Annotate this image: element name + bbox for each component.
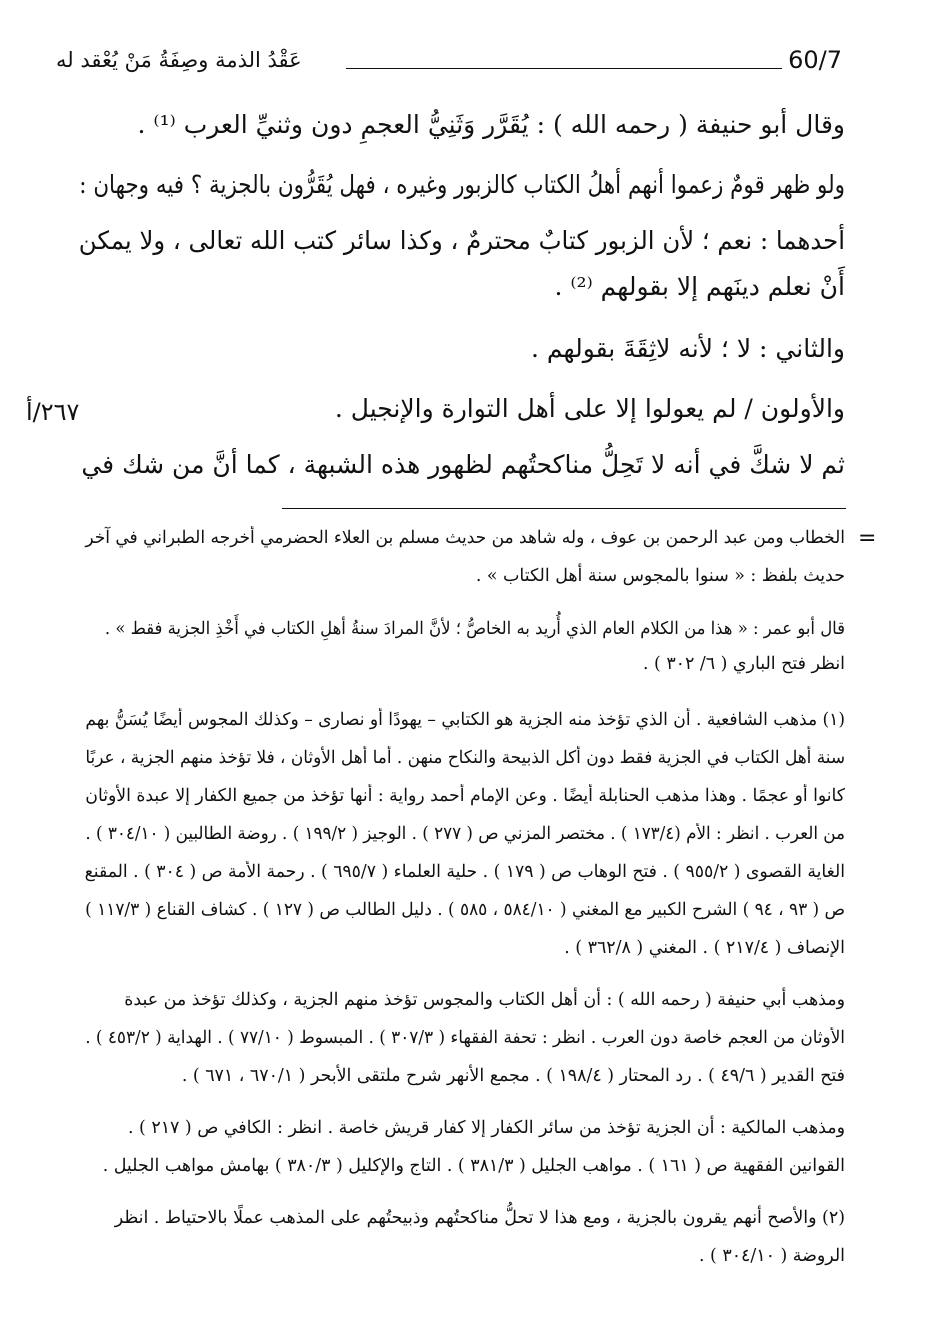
- body-line: وقال أبو حنيفة ( رحمه الله ) : يُقَرَّر وَثَنِيُّ العجمِ دون وثنيِّ العرب ⁽¹⁾ .: [137, 110, 845, 139]
- footnote-line: الغاية القصوى ( ٩٥٥/٢ ) . فتح الوهاب ص ( ١٧٩ ) . حلية العلماء ( ٦٩٥/٧ ) . رحمة الأمة ص ( ٣٠٤ ) . المقنع: [84, 862, 845, 882]
- footnote-line: قال أبو عمر : « هذا من الكلام العام الذي أُريد به الخاصُّ ؛ لأنَّ المرادَ سنةُ أهلِ الكتاب في أَخْذِ الجزية فقط » .: [104, 619, 846, 639]
- manuscript-folio-marker: ٢٦٧/أ: [26, 398, 80, 426]
- body-line: ولو ظهر قومٌ زعموا أنهم أهلُ الكتاب كالزبور وغيره ، فهل يُقَرُّون بالجزية ؟ فيه وجهان :: [79, 170, 845, 199]
- footnote-line: (١) مذهب الشافعية . أن الذي تؤخذ منه الجزية هو الكتابي – يهودًا أو نصارى – وكذلك المجوس أيضًا يُسَنُّ بهم: [85, 710, 845, 730]
- footnote-line: (٢) والأصح أنهم يقرون بالجزية ، ومع هذا لا تحلُّ مناكحتُهم وذبيحتُهم على المذهب عملًا بالاحتياط . انظر: [114, 1208, 845, 1228]
- body-line: والأولون / لم يعولوا إلا على أهل التوارة والإنجيل .: [334, 394, 845, 423]
- footnote-line: الروضة ( ٣٠٤/١٠ ) .: [699, 1246, 845, 1266]
- continuation-mark: =: [858, 526, 877, 551]
- body-line: أحدهما : نعم ؛ لأن الزبور كتابٌ محترمٌ ، وكذا سائر كتب الله تعالى ، ولا يمكن: [78, 226, 846, 255]
- footnote-line: كانوا أو عجمًا . وهذا مذهب الحنابلة أيضًا . وعن الإمام أحمد رواية : أنها تؤخذ من جميع الكفار إلا عبدة الأوثان: [85, 786, 846, 806]
- footnote-line: القوانين الفقهية ص ( ١٦١ ) . مواهب الجليل ( ٣٨١/٣ ) . التاج والإكليل ( ٣٨٠/٣ ) بهامش مواهب الجليل .: [102, 1156, 845, 1176]
- footnote-line: فتح القدير ( ٤٩/٦ ) . رد المحتار ( ١٩٨/٤ ) . مجمع الأنهر شرح ملتقى الأبحر ( ٦٧٠/١ ، ٦٧١ ) .: [181, 1066, 845, 1086]
- body-line: والثاني : لا ؛ لأنه لاثِقَةَ بقولهم .: [531, 334, 845, 363]
- body-line: أَنْ نعلم دينَهم إلا بقولهم ⁽²⁾ .: [554, 272, 845, 301]
- page-header: [56, 44, 842, 84]
- footnote-line: ومذهب المالكية : أن الجزية تؤخذ من سائر الكفار إلا كفار قريش خاصة . انظر : الكافي ص ( ٢١٧ ) .: [127, 1118, 845, 1138]
- footnote-line: سنة أهل الكتاب في الجزية فقط دون أكل الذبيحة والنكاح منهن . أما أهل الأوثان ، فلا تؤخذ منهم الجزية ، عربًا: [85, 748, 846, 768]
- footnote-line: الأوثان من العجم خاصة دون العرب . انظر : تحفة الفقهاء ( ٣٠٧/٣ ) . المبسوط ( ٧٧/١٠ ) . الهداية ( ٤٥٣/٢ ) .: [85, 1028, 845, 1048]
- footnote-separator: [282, 508, 846, 509]
- footnote-line: ص ( ٩٣ ، ٩٤ ) الشرح الكبير مع المغني ( ٥٨٤/١٠ ، ٥٨٥ ) . دليل الطالب ص ( ١٢٧ ) . كشاف القناع ( ١١٧/٣ ): [85, 900, 845, 920]
- footnote-line: من العرب . انظر : الأم (١٧٣/٤ ) . مختصر المزني ص ( ٢٧٧ ) . الوجيز ( ١٩٩/٢ ) . روضة الطالبين ( ٣٠٤/١٠ ) .: [85, 824, 845, 844]
- footnote-line: ومذهب أبي حنيفة ( رحمه الله ) : أن أهل الكتاب والمجوس تؤخذ منهم الجزية ، وكذلك تؤخذ من عبدة: [124, 990, 845, 1010]
- page-number: 60/7: [788, 46, 842, 74]
- footnote-line: انظر فتح الباري ( ٦/ ٣٠٢ ) .: [642, 654, 845, 674]
- running-title: عَقْدُ الذمة وصِفَةُ مَنْ يُعْقد له: [56, 48, 302, 72]
- footnote-line: الإنصاف ( ٢١٧/٤ ) . المغني ( ٣٦٢/٨ ) .: [564, 938, 845, 958]
- footnote-line: الخطاب ومن عبد الرحمن بن عوف ، وله شاهد من حديث مسلم بن العلاء الحضرمي أخرجه الطبراني في آخر: [85, 528, 845, 548]
- body-line: ثم لا شكَّ في أنه لا تَحِلُّ مناكحتُهم لظهور هذه الشبهة ، كما أنَّ من شك في: [81, 450, 845, 479]
- header-rule: [346, 68, 782, 69]
- footnote-line: حديث بلفظ : « سنوا بالمجوس سنة أهل الكتاب » .: [475, 566, 845, 586]
